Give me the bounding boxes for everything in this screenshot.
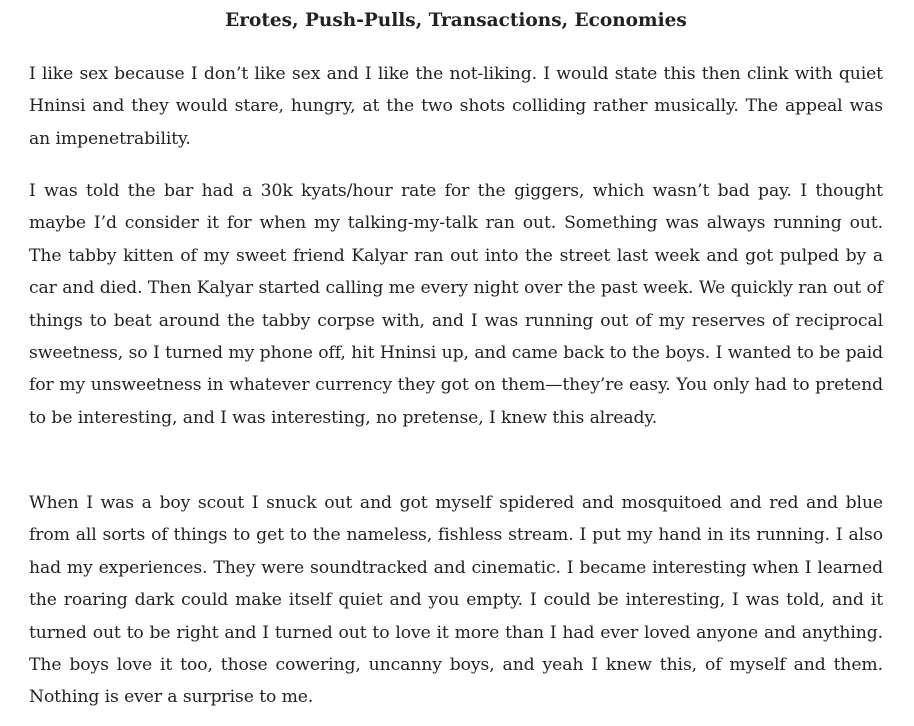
document-title: Erotes, Push-Pulls, Transactions, Economies [225,10,687,31]
paragraph-3: When I was a boy scout I snuck out and got myself spidered and mosquitoed and red and blue from all sorts of things to get to the nameless, fishless stream. I put my hand in its running. I also had my experiences. They were soundtracked and cinematic. I became interesting when I learned the roaring dark could make itself quiet and you empty. I could be interesting, I was told, and it turned out to be right and I turned out to love it more than I had ever loved anyone and anything. The boys love it too, those cowering, uncanny boys, and yeah I knew this, of myself and them. Nothing is ever a surprise to me. [29,493,883,708]
document-page [29,0,883,708]
paragraph-1: I like sex because I don’t like sex and I like the not-liking. I would state this then clink with quiet Hninsi and they would stare, hungry, at the two shots colliding rather musically. The appeal was an impenetrability. [29,64,883,149]
paragraph-2: I was told the bar had a 30k kyats/hour rate for the giggers, which wasn’t bad pay. I thought maybe I’d consider it for when my talking-my-talk ran out. Something was always running out. The tabby kitten of my sweet friend Kalyar ran out into the street last week and got pulped by a car and died. Then Kalyar started calling me every night over the past week. We quickly ran out of things to beat around the tabby corpse with, and I was running out of my reserves of reciprocal sweetness, so I turned my phone off, hit Hninsi up, and came back to the boys. I wanted to be paid for my unsweetness in whatever currency they got on them—they’re easy. You only had to pretend to be interesting, and I was interesting, no pretense, I knew this already. [29,181,883,428]
